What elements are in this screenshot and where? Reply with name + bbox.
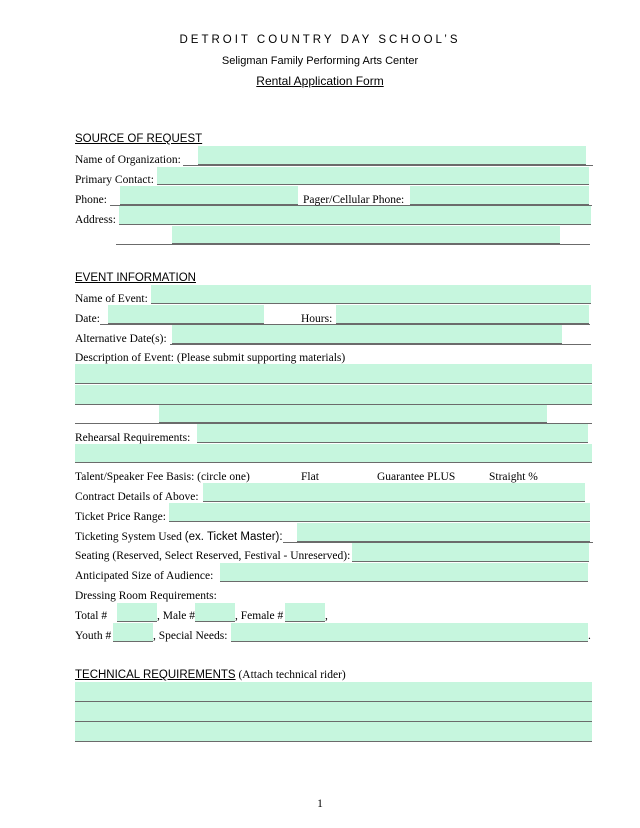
event-name-label: Name of Event: <box>75 293 148 305</box>
ticketing-example-text: (ex. Ticket Master): <box>184 531 283 543</box>
center-name: Seligman Family Performing Arts Center <box>221 55 419 67</box>
phone-label: Phone: <box>75 194 107 206</box>
contract-field[interactable] <box>203 483 585 502</box>
description-field-3[interactable] <box>159 405 547 423</box>
alt-dates-label: Alternative Date(s): <box>75 333 167 345</box>
organization-field[interactable] <box>198 146 586 165</box>
ticketing-system-text: Ticketing System Used <box>75 531 182 543</box>
address-field-2[interactable] <box>172 226 560 244</box>
date-field[interactable] <box>108 305 264 324</box>
hours-field[interactable] <box>336 305 589 324</box>
fee-guarantee-option[interactable]: Guarantee PLUS <box>377 471 456 483</box>
school-name: DETROIT COUNTRY DAY SCHOOL’S <box>179 34 461 46</box>
technical-field-1[interactable] <box>75 682 592 702</box>
phone-field[interactable] <box>120 186 298 205</box>
primary-contact-field[interactable] <box>157 167 589 185</box>
technical-note: (Attach technical rider) <box>238 669 346 681</box>
dressing-label: Dressing Room Requirements: <box>75 590 217 602</box>
address-label: Address: <box>75 214 116 226</box>
audience-label: Anticipated Size of Audience: <box>75 570 214 582</box>
technical-field-2[interactable] <box>75 702 592 722</box>
seating-label: Seating (Reserved, Select Reserved, Festival - Unreserved): <box>75 550 351 562</box>
hours-label: Hours: <box>301 313 333 325</box>
rehearsal-field-2[interactable] <box>75 444 592 463</box>
male-field[interactable] <box>195 603 235 622</box>
contract-label: Contract Details of Above: <box>75 491 199 503</box>
seating-field[interactable] <box>352 543 589 562</box>
form-title: Rental Application Form <box>256 74 384 88</box>
ticket-price-label: Ticket Price Range: <box>75 511 166 523</box>
description-field-1[interactable] <box>75 364 592 384</box>
audience-field[interactable] <box>220 563 588 582</box>
address-field-1[interactable] <box>119 206 591 225</box>
fee-flat-option[interactable]: Flat <box>301 471 319 483</box>
page-number: 1 <box>317 798 323 810</box>
date-label: Date: <box>75 313 100 325</box>
total-field[interactable] <box>117 603 157 622</box>
female-comma: , <box>325 610 328 622</box>
description-field-2[interactable] <box>75 385 592 405</box>
event-heading: EVENT INFORMATION <box>75 272 196 284</box>
pager-field[interactable] <box>410 186 589 205</box>
technical-heading: TECHNICAL REQUIREMENTS <box>75 669 236 681</box>
ticketing-system-label <box>75 530 283 544</box>
special-needs-field[interactable] <box>231 623 588 642</box>
technical-heading-row <box>75 668 346 682</box>
special-needs-label: , Special Needs: <box>153 630 228 642</box>
alt-dates-field[interactable] <box>172 325 562 344</box>
male-label: , Male # <box>157 610 196 622</box>
technical-field-3[interactable] <box>75 722 592 742</box>
ticketing-system-field[interactable] <box>297 523 590 542</box>
event-name-field[interactable] <box>151 285 591 304</box>
youth-label: Youth # <box>75 630 112 642</box>
ticket-price-field[interactable] <box>169 503 590 522</box>
total-label: Total # <box>75 610 108 622</box>
description-label: Description of Event: (Please submit supporting materials) <box>75 352 346 364</box>
female-label: , Female # <box>235 610 284 622</box>
youth-field[interactable] <box>113 623 153 642</box>
special-needs-period: . <box>588 630 591 642</box>
rehearsal-label: Rehearsal Requirements: <box>75 432 191 444</box>
fee-basis-label: Talent/Speaker Fee Basis: (circle one) <box>75 471 250 483</box>
source-heading: SOURCE OF REQUEST <box>75 133 203 145</box>
female-field[interactable] <box>285 603 325 622</box>
organization-label: Name of Organization: <box>75 154 181 166</box>
rehearsal-field-1[interactable] <box>197 424 588 443</box>
fee-straight-option[interactable]: Straight % <box>489 471 538 483</box>
pager-label: Pager/Cellular Phone: <box>303 194 405 206</box>
primary-contact-label: Primary Contact: <box>75 174 154 186</box>
